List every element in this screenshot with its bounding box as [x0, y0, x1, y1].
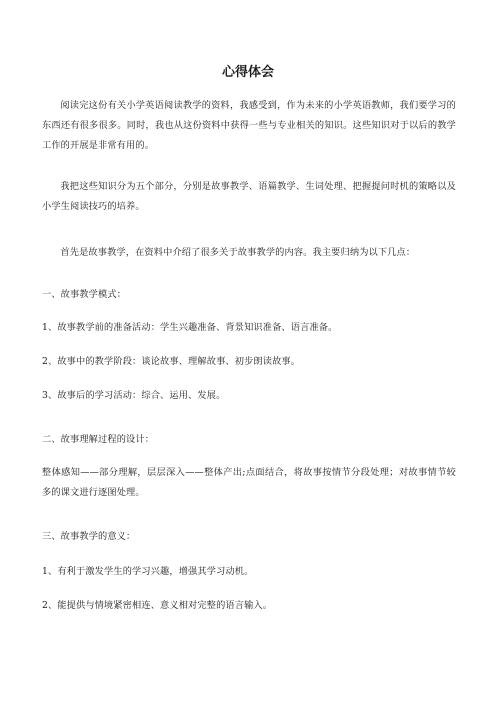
paragraph-five-parts: 我把这些知识分为五个部分，分别是故事教学、语篇教学、生词处理、把握提问时机的策略以及小学生阅读技巧的培养。	[42, 181, 456, 212]
paragraph-design-detail: 整体感知——部分理解，层层深入——整体产出;点面结合，将故事按情节分段处理；对故事情节较多的课文进行逐图处理。	[42, 467, 456, 498]
paragraph-story-teaching: 首先是故事教学，在资料中介绍了很多关于故事教学的内容。我主要归纳为以下几点：	[60, 247, 416, 258]
list-item-interest: 1、有利于激发学生的学习兴趣，增强其学习动机。	[42, 566, 254, 577]
document-title: 心得体会	[221, 65, 274, 80]
paragraph-intro: 阅读完这份有关小学英语阅读教学的资料，我感受到，作为未来的小学英语教师，我们要学习的东西还有很多很多。同时，我也从这份资料中获得一些与专业相关的知识。这些知识对于以后的教学工作的开展是非常有用的。	[42, 100, 456, 151]
heading-story-design: 二、故事理解过程的设计：	[42, 434, 155, 445]
list-item-input: 2、能提供与情境紧密相连、意义相对完整的语言输入。	[42, 600, 273, 611]
list-item-prep: 1、故事教学前的准备活动：学生兴趣准备、背景知识准备、语言准备。	[42, 322, 338, 333]
heading-story-mode: 一、故事教学模式：	[42, 289, 127, 300]
list-item-during: 2、故事中的教学阶段：谈论故事、理解故事、初步朗读故事。	[42, 356, 301, 367]
list-item-after: 3、故事后的学习活动：综合、运用、发展。	[42, 390, 226, 401]
heading-story-meaning: 三、故事教学的意义：	[42, 531, 136, 542]
